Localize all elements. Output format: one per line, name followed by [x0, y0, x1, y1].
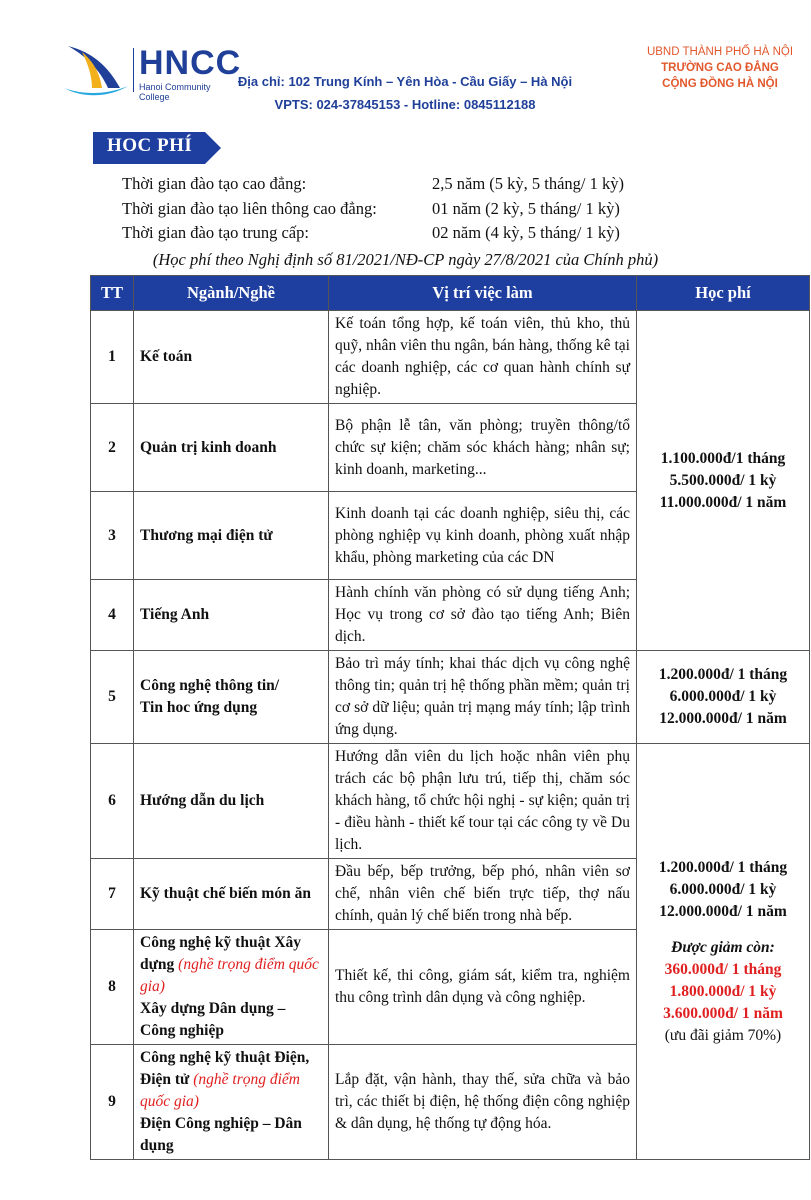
table-row	[91, 311, 810, 404]
row-number: 2	[91, 404, 134, 492]
college-logo	[62, 38, 242, 100]
job-positions: Kinh doanh tại các doanh nghiệp, siêu thị, các phòng nghiệp vụ kinh doanh, phòng xuất nhập khẩu, phòng marketing của các DN	[329, 492, 637, 580]
discount-label: Được giảm còn:	[671, 938, 775, 956]
address-block	[220, 70, 590, 116]
job-positions: Bảo trì máy tính; khai thác dịch vụ công nghệ thông tin; quản trị hệ thống phần mềm; quản trị cơ sở dữ liệu; quản trị mạng máy tính; lập trình ứng dụng.	[329, 651, 637, 744]
header-tt: TT	[91, 276, 134, 311]
decree-note: (Học phí theo Nghị định số 81/2021/NĐ-CP ngày 27/8/2021 của Chính phủ)	[152, 250, 659, 269]
table-row	[91, 651, 810, 744]
key-program-note: (nghề trọng điểm quốc gia)	[140, 956, 319, 995]
row-number: 9	[91, 1045, 134, 1160]
discount-note: (ưu đãi giảm 70%)	[664, 1026, 782, 1044]
program-name-line-2: Tin hoc ứng dụng	[140, 699, 258, 716]
fee-cell-group-2	[637, 651, 810, 744]
program-name: Kỹ thuật chế biến món ăn	[134, 859, 329, 930]
row-number: 5	[91, 651, 134, 744]
logo-divider	[133, 48, 134, 92]
program-name: Quản trị kinh doanh	[134, 404, 329, 492]
program-name	[134, 651, 329, 744]
key-program-note: (nghề trọng điểm quốc gia)	[140, 1071, 300, 1110]
program-name: Hướng dẫn du lịch	[134, 744, 329, 859]
fee-term: 5.500.000đ/ 1 kỳ	[669, 471, 777, 489]
job-positions: Lắp đặt, vận hành, thay thế, sửa chữa và bảo trì, các thiết bị điện, hệ thống điện công nghiệp & dân dụng, hệ thống tự động hóa.	[329, 1045, 637, 1160]
duration-label: Thời gian đào tạo trung cấp:	[122, 223, 309, 242]
program-name: Tiếng Anh	[134, 580, 329, 651]
row-number: 1	[91, 311, 134, 404]
job-positions: Bộ phận lễ tân, văn phòng; truyền thông/tổ chức sự kiện; chăm sóc khách hàng; nhân sự; kinh doanh, marketing...	[329, 404, 637, 492]
organization-block	[620, 44, 811, 92]
header-vitri: Vị trí việc làm	[329, 276, 637, 311]
job-positions: Đầu bếp, bếp trưởng, bếp phó, nhân viên sơ chế, nhân viên chế biến trực tiếp, thợ nấu chính, quản lý chế biến trong nhà bếp.	[329, 859, 637, 930]
duration-row	[122, 197, 624, 222]
program-name: Thương mại điện tử	[134, 492, 329, 580]
program-name-sub: Xây dựng Dân dụng – Công nghiệp	[140, 1000, 286, 1039]
fee-month: 1.100.000đ/1 tháng	[660, 449, 786, 467]
fee-year: 11.000.000đ/ 1 năm	[659, 493, 787, 511]
program-name-main: Công nghệ kỹ thuật Xây dựng	[140, 934, 302, 973]
fee-cell-group-3	[637, 744, 810, 1160]
row-number: 8	[91, 930, 134, 1045]
duration-value: 2,5 năm (5 kỳ, 5 tháng/ 1 kỳ)	[432, 174, 625, 193]
job-positions: Hướng dẫn viên du lịch hoặc nhân viên phụ trách các bộ phận lưu trú, tiếp thị, chăm sóc khách hàng, tổ chức hội nghị - sự kiện; quản trị - điều hành - thiết kế tour tại các công ty về Du lịch.	[329, 744, 637, 859]
table-row	[91, 744, 810, 859]
row-number: 7	[91, 859, 134, 930]
fee-month: 1.200.000đ/ 1 tháng	[658, 858, 788, 876]
program-name	[134, 1045, 329, 1160]
section-title: HOC PHÍ	[107, 135, 193, 156]
duration-value: 02 năm (4 kỳ, 5 tháng/ 1 kỳ)	[432, 223, 620, 242]
org-line-2: TRƯỜNG CAO ĐẲNG	[661, 62, 779, 74]
fee-month: 1.200.000đ/ 1 tháng	[658, 666, 788, 683]
duration-list	[122, 172, 624, 246]
row-number: 3	[91, 492, 134, 580]
table-header-row	[91, 276, 810, 311]
logo-subtitle: Hanoi Community College	[139, 82, 211, 102]
duration-row	[122, 172, 624, 197]
header-hocphi: Học phí	[637, 276, 810, 311]
job-positions: Thiết kế, thi công, giám sát, kiểm tra, nghiệm thu công trình dân dụng và công nghiệp.	[329, 930, 637, 1045]
duration-row	[122, 221, 624, 246]
fee-term: 6.000.000đ/ 1 kỳ	[669, 688, 777, 705]
program-name: Kế toán	[134, 311, 329, 404]
discount-month: 360.000đ/ 1 tháng	[664, 960, 782, 978]
logo-wordmark: HNCC	[139, 44, 242, 82]
program-name	[134, 930, 329, 1045]
discount-term: 1.800.000đ/ 1 kỳ	[669, 982, 777, 1000]
job-positions: Hành chính văn phòng có sử dụng tiếng Anh; Học vụ trong cơ sở đào tạo tiếng Anh; Biên dịch.	[329, 580, 637, 651]
duration-label: Thời gian đào tạo liên thông cao đẳng:	[122, 198, 377, 218]
fee-year: 12.000.000đ/ 1 năm	[659, 710, 787, 727]
program-name-main: Công nghệ kỹ thuật Điện, Điện tử	[140, 1049, 310, 1088]
tuition-table	[90, 275, 810, 1160]
fee-year: 12.000.000đ/ 1 năm	[659, 902, 787, 920]
row-number: 6	[91, 744, 134, 859]
discount-year: 3.600.000đ/ 1 năm	[663, 1004, 783, 1022]
contact-line: VPTS: 024-37845153 - Hotline: 0845112188	[274, 97, 536, 112]
sail-logo-icon	[62, 38, 130, 100]
header-nganh: Ngành/Nghề	[134, 276, 329, 311]
job-positions: Kế toán tổng hợp, kế toán viên, thủ kho, thủ quỹ, nhân viên thu ngân, bán hàng, thống kê tại các doanh nghiệp, các cơ quan hành chính sự nghiệp.	[329, 311, 637, 404]
section-title-tag	[93, 132, 221, 164]
org-line-3: CỘNG ĐỒNG HÀ NỘI	[662, 78, 778, 90]
fee-term: 6.000.000đ/ 1 kỳ	[669, 880, 777, 898]
row-number: 4	[91, 580, 134, 651]
program-name-sub: Điện Công nghiệp – Dân dụng	[140, 1115, 302, 1154]
fee-cell-group-1	[637, 311, 810, 651]
duration-value: 01 năm (2 kỳ, 5 tháng/ 1 kỳ)	[432, 198, 620, 218]
duration-label: Thời gian đào tạo cao đẳng:	[122, 174, 307, 193]
org-line-1: UBND THÀNH PHỐ HÀ NỘI	[646, 46, 794, 58]
program-name-line-1: Công nghệ thông tin/	[140, 677, 280, 694]
address-line: Địa chỉ: 102 Trung Kính – Yên Hòa - Cầu Giấy – Hà Nội	[237, 74, 573, 89]
